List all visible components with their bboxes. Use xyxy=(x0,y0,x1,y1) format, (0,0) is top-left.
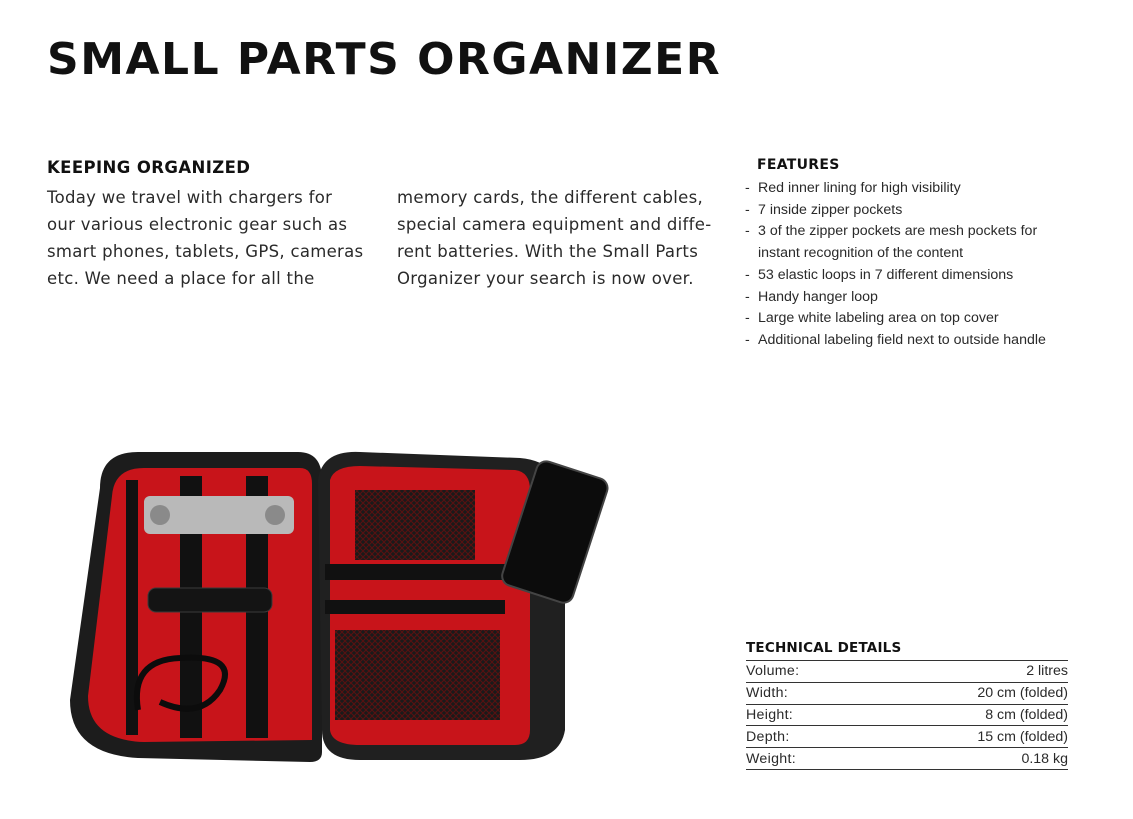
table-row xyxy=(746,726,1068,748)
feature-item xyxy=(745,308,1046,330)
body-text-line: our various electronic gear such as xyxy=(47,215,348,234)
feature-text: Large white labeling area on top cover xyxy=(758,310,999,327)
spec-value: 15 cm (folded) xyxy=(865,726,1068,748)
body-text-line: memory cards, the different cables, xyxy=(397,188,704,207)
spec-value: 8 cm (folded) xyxy=(865,704,1068,726)
zipper-pocket xyxy=(325,600,505,614)
product-photo xyxy=(60,440,620,770)
feature-item xyxy=(745,221,1046,264)
feature-text: Red inner lining for high visibility xyxy=(758,180,961,196)
feature-item xyxy=(745,200,1046,222)
table-row xyxy=(746,661,1068,683)
mesh-pocket-bottom xyxy=(335,630,500,720)
bullet-dash: - xyxy=(745,310,750,327)
spec-label: Depth: xyxy=(746,726,865,748)
table-row xyxy=(746,682,1068,704)
bullet-dash: - xyxy=(745,180,750,196)
feature-text: 7 inside zipper pockets xyxy=(758,201,903,218)
feature-item xyxy=(745,330,1046,352)
technical-details-table xyxy=(746,660,1068,770)
spec-label: Weight: xyxy=(746,748,865,770)
features-list xyxy=(745,178,1046,352)
feature-item xyxy=(745,287,1046,309)
feature-text: Additional labeling field next to outside handle xyxy=(758,331,1046,348)
feature-text-continued: instant recognition of the content xyxy=(758,245,964,262)
bullet-dash: - xyxy=(745,331,750,348)
zipper-pocket xyxy=(325,564,505,580)
mesh-pocket-top xyxy=(355,490,475,560)
flashlight xyxy=(148,588,272,612)
spec-value: 0.18 kg xyxy=(865,748,1068,770)
body-text-column-1 xyxy=(47,184,377,292)
body-text-line: Organizer your search is now over. xyxy=(397,269,694,288)
feature-text: 3 of the zipper pockets are mesh pockets for xyxy=(758,223,1038,240)
body-text-line: etc. We need a place for all the xyxy=(47,269,315,288)
spec-label: Height: xyxy=(746,704,865,726)
feature-text: 53 elastic loops in 7 different dimensions xyxy=(758,266,1014,283)
body-text-line: smart phones, tablets, GPS, cameras xyxy=(47,242,364,261)
page-title: SMALL PARTS ORGANIZER xyxy=(47,34,722,85)
body-text-line: rent batteries. With the Small Parts xyxy=(397,242,699,261)
table-row xyxy=(746,704,1068,726)
technical-details-heading: TECHNICAL DETAILS xyxy=(746,640,902,656)
section-heading: KEEPING ORGANIZED xyxy=(47,158,251,177)
bullet-dash: - xyxy=(745,223,750,240)
bullet-dash: - xyxy=(745,201,750,218)
body-text-column-2 xyxy=(397,184,727,292)
feature-text: Handy hanger loop xyxy=(758,288,878,305)
body-text-line: Today we travel with chargers for xyxy=(47,188,333,207)
table-row xyxy=(746,748,1068,770)
bullet-dash: - xyxy=(745,288,750,305)
spec-label: Width: xyxy=(746,682,865,704)
features-heading: FEATURES xyxy=(757,157,840,173)
spec-label: Volume: xyxy=(746,661,865,683)
feature-item xyxy=(745,265,1046,287)
bullet-dash: - xyxy=(745,266,750,283)
spec-value: 2 litres xyxy=(865,661,1068,683)
body-text-line: special camera equipment and diffe- xyxy=(397,215,712,234)
spec-value: 20 cm (folded) xyxy=(865,682,1068,704)
feature-item xyxy=(745,178,1046,200)
